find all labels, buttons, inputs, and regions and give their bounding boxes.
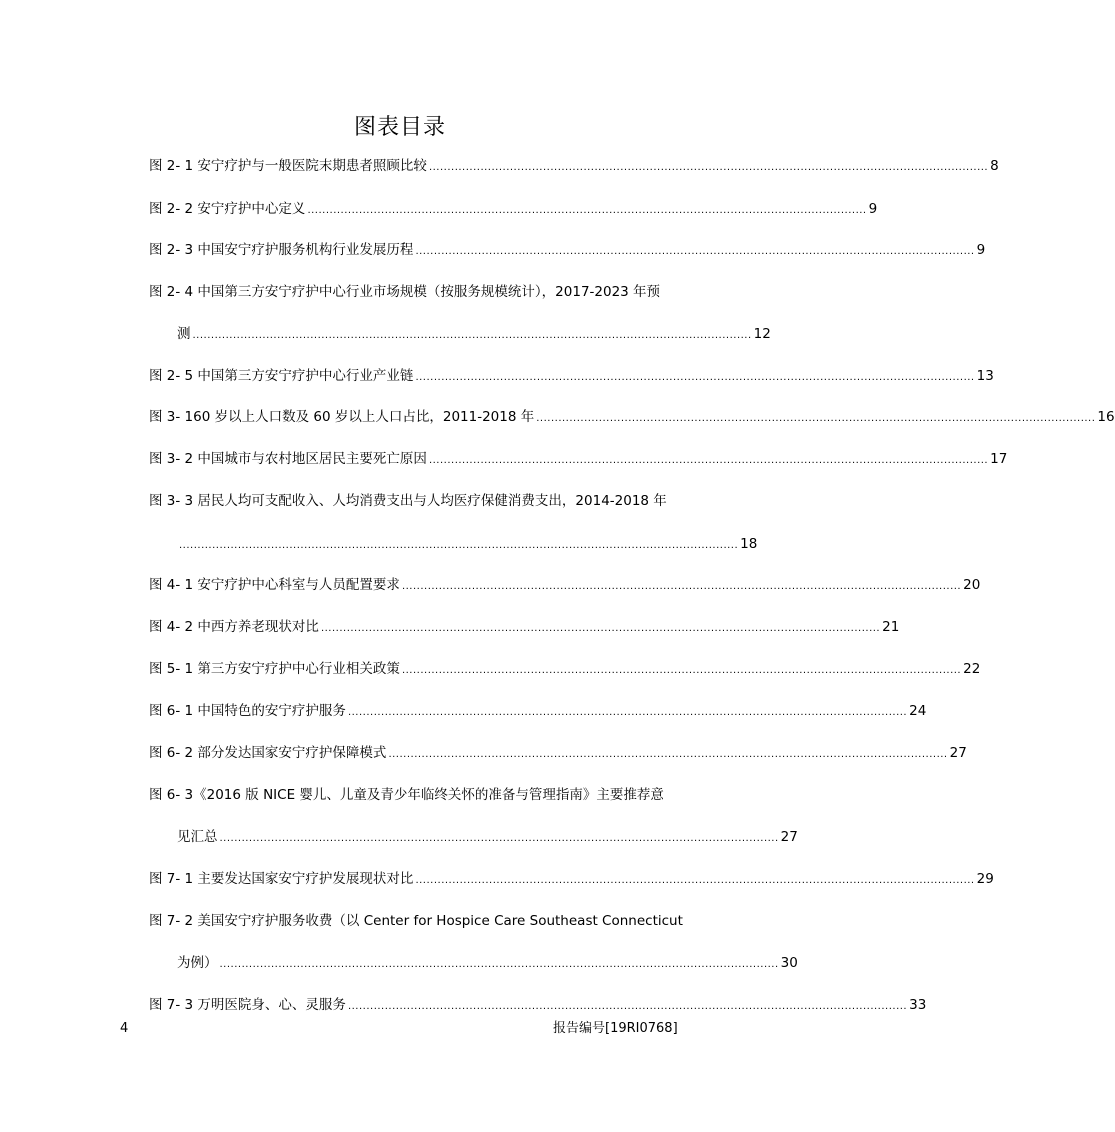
toc-entry-title-continued: 测 xyxy=(177,326,191,342)
toc-entry-title: 图 6- 1 中国特色的安宁疗护服务 xyxy=(149,703,346,719)
toc-entry-page: 16 xyxy=(1097,409,1115,425)
toc-entry-page: 12 xyxy=(753,326,771,342)
leader-dots: ........................................................................................................................................................ xyxy=(307,205,867,216)
toc-entry-page: 27 xyxy=(780,829,798,845)
toc-entry-page: 9 xyxy=(868,201,878,217)
leader-dots: ........................................................................................................................................................ xyxy=(415,246,975,257)
toc-entry[interactable] xyxy=(149,449,1008,471)
toc-entry[interactable] xyxy=(149,199,878,221)
toc-entry-page: 13 xyxy=(976,368,994,384)
leader-dots: ........................................................................................................................................................ xyxy=(428,162,989,173)
toc-entry-title-continued: 见汇总 xyxy=(177,829,218,845)
toc-entry-title: 图 2- 5 中国第三方安宁疗护中心行业产业链 xyxy=(149,368,414,384)
toc-entry[interactable] xyxy=(149,407,1115,429)
footer-report-id: 报告编号[19RI0768] xyxy=(553,1021,678,1036)
toc-entry-title: 图 5- 1 第三方安宁疗护中心行业相关政策 xyxy=(149,661,400,677)
toc-entry-page: 21 xyxy=(882,619,900,635)
toc-entry[interactable] xyxy=(177,324,771,346)
toc-entry-title[interactable]: 图 6- 3《2016 版 NICE 婴儿、儿童及青少年临终关怀的准备与管理指南》主要推荐意 xyxy=(149,787,664,803)
toc-entry[interactable] xyxy=(177,953,798,975)
footer-page-number: 4 xyxy=(120,1021,129,1036)
toc-entry-page: 22 xyxy=(963,661,981,677)
toc-entry-title: 图 2- 3 中国安宁疗护服务机构行业发展历程 xyxy=(149,242,414,258)
toc-entry-page: 20 xyxy=(963,577,981,593)
toc-entry-title: 图 2- 1 安宁疗护与一般医院末期患者照顾比较 xyxy=(149,158,427,174)
page-title: 图表目录 xyxy=(353,115,446,140)
leader-dots: ........................................................................................................................................................ xyxy=(428,455,989,466)
toc-entry-title: 图 7- 3 万明医院身、心、灵服务 xyxy=(149,997,346,1013)
toc-entry[interactable] xyxy=(149,701,927,723)
toc-entry-title: 图 2- 2 安宁疗护中心定义 xyxy=(149,201,306,217)
toc-entry-page: 30 xyxy=(780,955,798,971)
toc-entry-title: 图 7- 1 主要发达国家安宁疗护发展现状对比 xyxy=(149,871,414,887)
leader-dots: ........................................................................................................................................................ xyxy=(536,413,1096,424)
toc-entry-title: 图 6- 2 部分发达国家安宁疗护保障模式 xyxy=(149,745,387,761)
toc-entry-title[interactable]: 图 3- 3 居民人均可支配收入、人均消费支出与人均医疗保健消费支出，2014-2018 年 xyxy=(149,493,667,509)
leader-dots: ........................................................................................................................................................ xyxy=(401,581,962,592)
toc-entry-title: 图 3- 160 岁以上人口数及 60 岁以上人口占比，2011-2018 年 xyxy=(149,409,535,425)
toc-entry-page: 24 xyxy=(909,703,927,719)
leader-dots: ........................................................................................................................................................ xyxy=(347,1001,908,1012)
toc-entry[interactable] xyxy=(149,240,986,262)
toc-entry-title: 图 4- 2 中西方养老现状对比 xyxy=(149,619,319,635)
toc-entry-page: 33 xyxy=(909,997,927,1013)
toc-entry[interactable] xyxy=(149,156,999,178)
toc-entry-title-continued: 为例） xyxy=(177,955,218,971)
leader-dots: ........................................................................................................................................................ xyxy=(415,875,975,886)
leader-dots: ........................................................................................................................................................ xyxy=(388,749,948,760)
toc-entry[interactable] xyxy=(149,617,900,639)
toc-entry-title[interactable]: 图 7- 2 美国安宁疗护服务收费（以 Center for Hospice Care Southeast Connecticut xyxy=(149,913,683,929)
leader-dots: ........................................................................................................................................................ xyxy=(219,959,779,970)
leader-dots: ........................................................................................................................................................ xyxy=(320,623,881,634)
toc-entry-page: 27 xyxy=(949,745,967,761)
leader-dots: ........................................................................................................................................................ xyxy=(192,330,752,341)
toc-entry-title: 图 3- 2 中国城市与农村地区居民主要死亡原因 xyxy=(149,451,427,467)
toc-entry-title: 图 4- 1 安宁疗护中心科室与人员配置要求 xyxy=(149,577,400,593)
toc-entry[interactable] xyxy=(149,743,967,765)
toc-entry-page: 9 xyxy=(976,242,986,258)
leader-dots: ........................................................................................................................................................ xyxy=(415,372,975,383)
toc-entry[interactable] xyxy=(149,366,994,388)
leader-dots: ........................................................................................................................................................ xyxy=(179,540,739,551)
toc-entry-title[interactable]: 图 2- 4 中国第三方安宁疗护中心行业市场规模（按服务规模统计），2017-2023 年预 xyxy=(149,284,661,300)
toc-entry-page: 18 xyxy=(740,536,758,552)
toc-entry[interactable] xyxy=(177,534,758,556)
leader-dots: ........................................................................................................................................................ xyxy=(401,665,962,676)
toc-entry[interactable] xyxy=(177,827,798,849)
toc-entry[interactable] xyxy=(149,575,981,597)
leader-dots: ........................................................................................................................................................ xyxy=(347,707,908,718)
toc-entry[interactable] xyxy=(149,659,981,681)
toc-entry-page: 17 xyxy=(990,451,1008,467)
toc-entry[interactable] xyxy=(149,869,994,891)
leader-dots: ........................................................................................................................................................ xyxy=(219,833,779,844)
toc-entry-page: 8 xyxy=(990,158,999,174)
toc-entry[interactable] xyxy=(149,995,927,1017)
toc-entry-page: 29 xyxy=(976,871,994,887)
